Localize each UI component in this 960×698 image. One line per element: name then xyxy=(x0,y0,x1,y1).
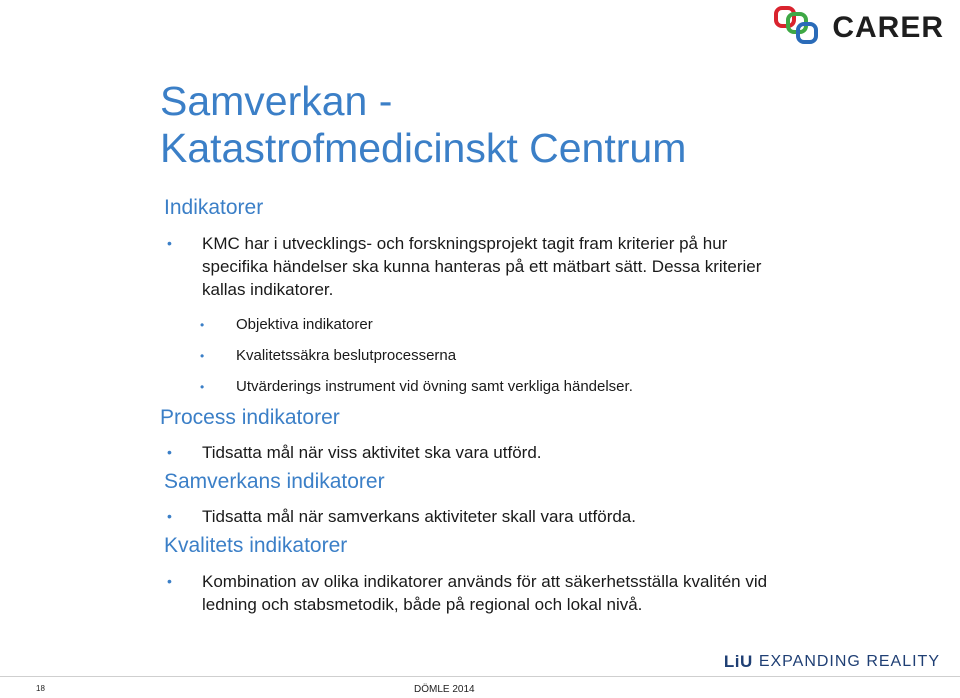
bullet-dot-icon: • xyxy=(167,235,172,251)
bullet-kvalitets xyxy=(164,570,784,616)
bullet-kmc xyxy=(164,232,784,301)
heading-kvalitets: Kvalitets indikatorer xyxy=(164,534,348,557)
bullet-text: Kombination av olika indikatorer används för att säkerhetsställa kvalitén vid ledning och stabsmetodik, både på regional och lokal nivå. xyxy=(202,572,768,614)
title-line-2: Katastrofmedicinskt Centrum xyxy=(160,125,687,171)
liu-logo xyxy=(724,652,940,672)
heading-indikatorer: Indikatorer xyxy=(164,196,264,219)
sub-bullet xyxy=(164,346,784,366)
sub-bullet-text: Kvalitetssäkra beslutprocesserna xyxy=(236,347,457,364)
carer-links-icon xyxy=(772,4,828,52)
bullet-text: KMC har i utvecklings- och forskningsprojekt tagit fram kriterier på hur specifika händelser ska kunna hanteras på ett mätbart sätt. Dessa kriterier kallas indikatorer. xyxy=(202,234,762,299)
bullet-text: Tidsatta mål när viss aktivitet ska vara utförd. xyxy=(202,443,542,462)
footer-author: DÖMLE 2014 xyxy=(414,684,475,695)
bullet-dot-icon: • xyxy=(200,318,205,332)
carer-logo-text: CARER xyxy=(832,11,944,44)
footer-divider xyxy=(0,676,960,677)
sub-bullet-text: Objektiva indikatorer xyxy=(236,316,373,333)
page-number: 18 xyxy=(36,684,45,693)
bullet-process xyxy=(164,441,784,464)
liu-mark: LiU xyxy=(723,652,753,671)
title-line-1: Samverkan - xyxy=(160,78,393,124)
bullet-dot-icon: • xyxy=(167,444,172,460)
carer-logo xyxy=(772,4,944,52)
slide-content xyxy=(160,196,784,616)
sub-bullet-text: Utvärderings instrument vid övning samt verkliga händelser. xyxy=(236,378,633,395)
heading-samverkans: Samverkans indikatorer xyxy=(164,470,385,493)
sub-bullet xyxy=(164,377,784,397)
heading-process: Process indikatorer xyxy=(160,406,340,429)
bullet-dot-icon: • xyxy=(200,349,205,363)
liu-tagline: EXPANDING REALITY xyxy=(758,653,940,670)
bullet-dot-icon: • xyxy=(167,508,172,524)
bullet-samverkans xyxy=(164,505,784,528)
sub-bullet xyxy=(164,315,784,335)
bullet-text: Tidsatta mål när samverkans aktiviteter skall vara utförda. xyxy=(202,507,636,526)
bullet-dot-icon: • xyxy=(200,380,205,394)
slide-title xyxy=(160,78,800,172)
bullet-dot-icon: • xyxy=(167,573,172,589)
